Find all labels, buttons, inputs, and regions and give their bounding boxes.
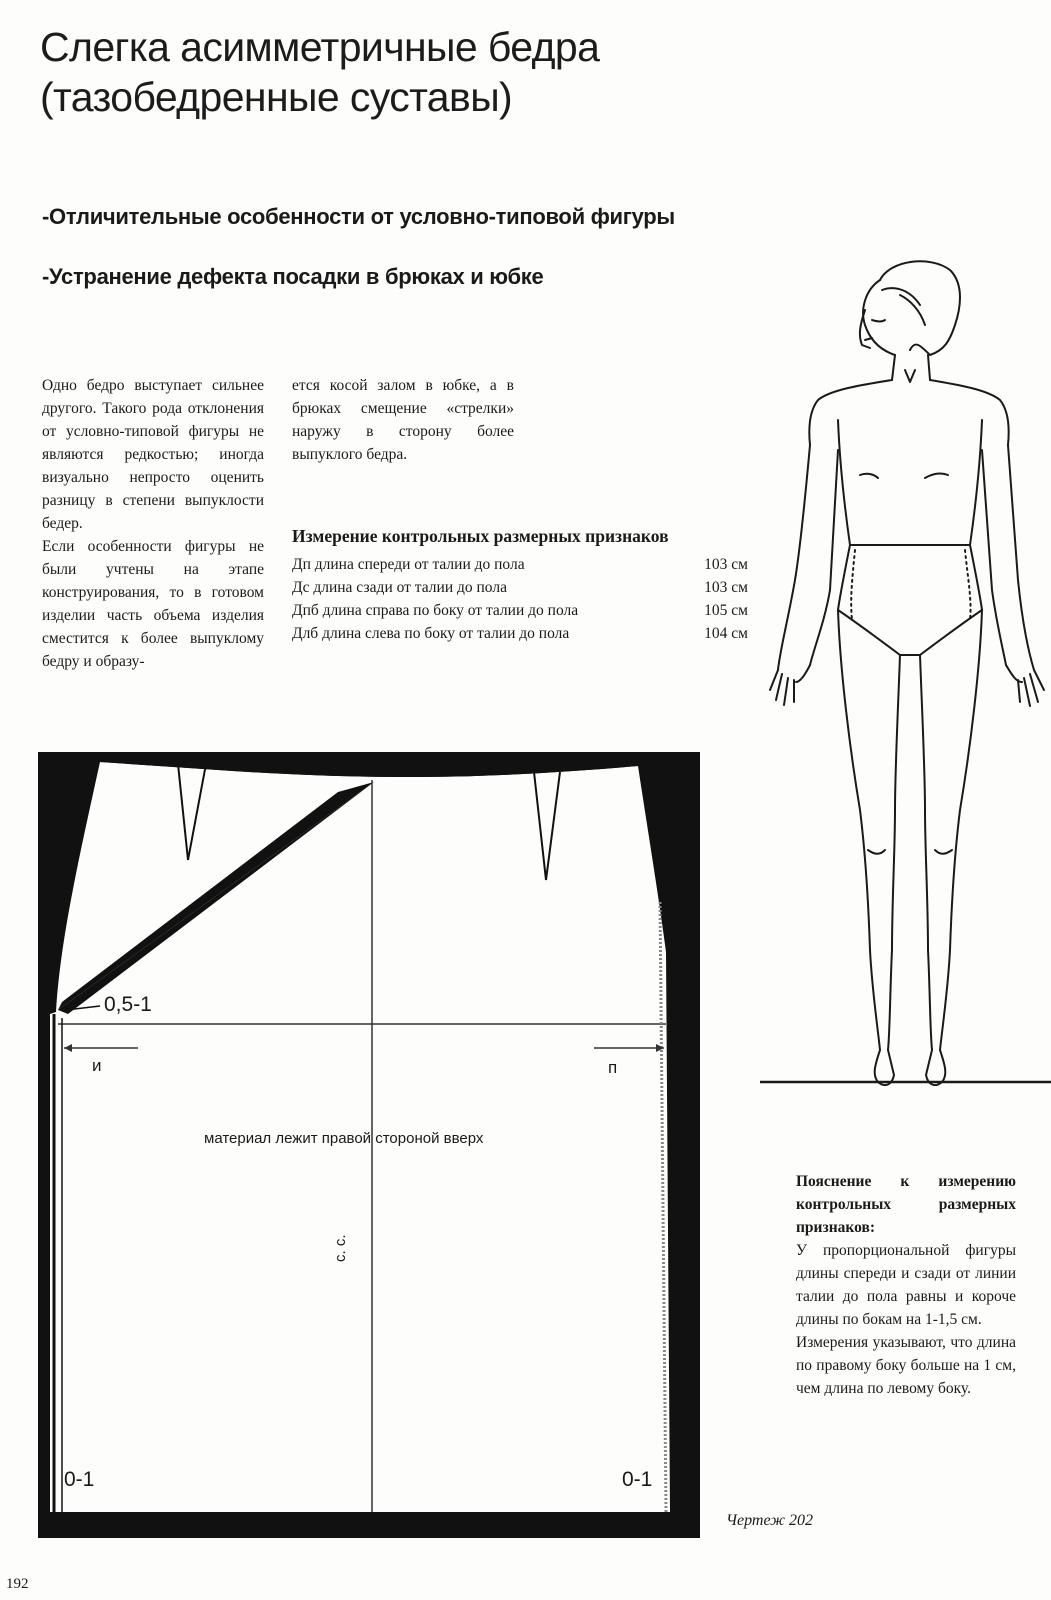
measurement-row xyxy=(292,553,748,576)
figure-illustration xyxy=(760,250,1051,1120)
page-number: 192 xyxy=(6,1576,29,1592)
drawing-caption: Чертеж 202 xyxy=(726,1512,814,1529)
measurement-label: Дс длина сзади от талии до пола xyxy=(292,579,507,596)
measurements-title: Измерение контрольных размерных признаков xyxy=(292,526,669,546)
title-line-1: Слегка асимметричные бедра xyxy=(40,24,600,70)
measurement-row xyxy=(292,576,748,599)
paragraph: ется косой залом в юбке, а в брюках смещение «стрелки» наружу в сторону более выпуклого бедра. xyxy=(292,377,514,463)
label-0-5-1: 0,5-1 xyxy=(104,993,152,1016)
subheading-fix: -Устранение дефекта посадки в брюках и юбке xyxy=(42,264,544,289)
label-hip-right: п xyxy=(608,1058,618,1077)
text-column-1 xyxy=(42,374,264,673)
measurement-value: 103 см xyxy=(704,556,748,573)
measurement-label: Длб длина слева по боку от талии до пола xyxy=(292,625,570,642)
text-column-2 xyxy=(292,374,514,466)
measurement-row xyxy=(292,599,748,622)
label-bottom-left: 0-1 xyxy=(64,1468,95,1491)
label-material: материал лежит правой стороной вверх xyxy=(204,1130,484,1147)
measurement-value: 103 см xyxy=(704,579,748,596)
paragraph: У пропорциональной фигуры длины спереди и сзади от линии талии до пола равны и короче длины по бокам на 1-1,5 см. xyxy=(796,1242,1016,1328)
explanation-heading: Пояснение к измерению контрольных размерных признаков: xyxy=(796,1173,1016,1236)
measurement-value: 104 см xyxy=(704,625,748,642)
measurement-value: 105 см xyxy=(704,602,748,619)
title-line-2: (тазобедренные суставы) xyxy=(40,74,513,120)
explanation-block xyxy=(796,1170,1016,1400)
page-title xyxy=(40,22,800,122)
measurements-table xyxy=(292,553,748,645)
measurement-label: Дпб длина справа по боку от талии до пола xyxy=(292,602,579,619)
label-hip-left: и xyxy=(92,1056,102,1075)
paragraph: Одно бедро выступает сильнее другого. Такого рода отклонения от условно-типовой фигуры не являются редкостью; иногда визуально непросто оценить разницу в степени выпуклости бедер. xyxy=(42,377,264,532)
paragraph: Если особенности фигуры не были учтены на этапе конструирования, то в готовом изделии часть объема изделия сместится к более выпуклому бедру и образу- xyxy=(42,538,264,670)
label-cs: с. с. xyxy=(332,1234,349,1262)
measurement-row xyxy=(292,622,748,645)
paragraph: Измерения указывают, что длина по правому боку больше на 1 см, чем длина по левому боку. xyxy=(796,1334,1016,1397)
subheading-features: -Отличительные особенности от условно-типовой фигуры xyxy=(42,204,675,229)
measurement-label: Дп длина спереди от талии до пола xyxy=(292,556,525,573)
label-bottom-right: 0-1 xyxy=(622,1468,653,1491)
